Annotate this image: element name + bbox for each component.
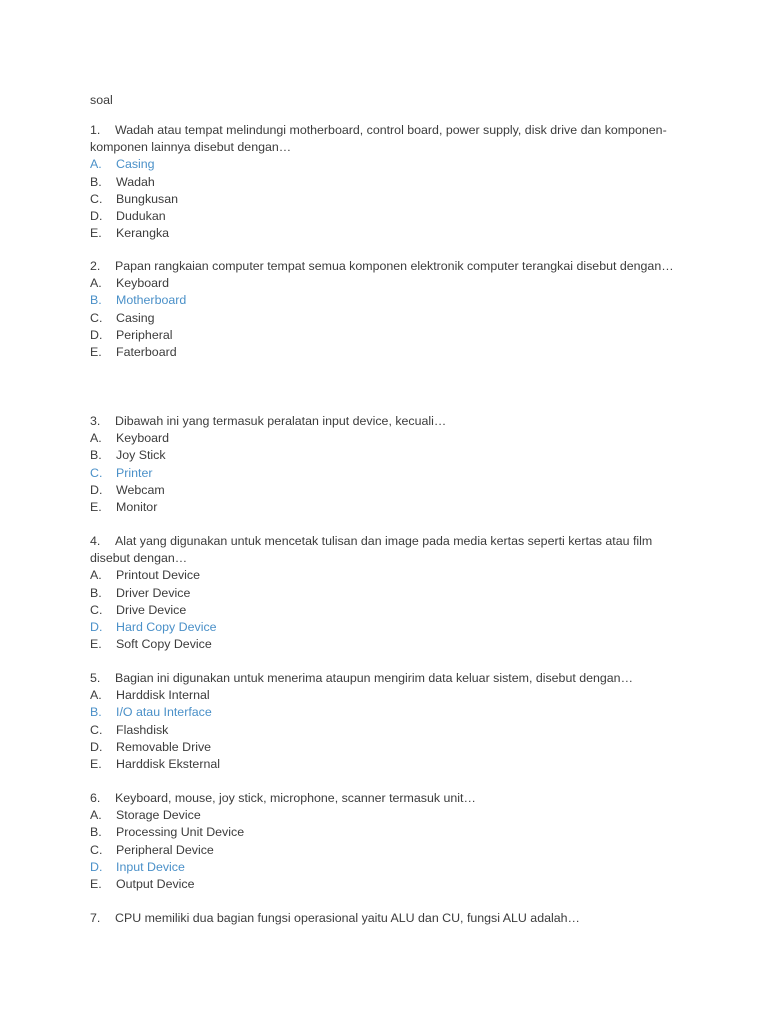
question-number: 2.: [90, 259, 101, 273]
option-text: Output Device: [116, 877, 195, 892]
option-letter: B.: [90, 705, 102, 720]
question-text: [90, 122, 680, 156]
option-a: [90, 567, 680, 584]
option-text: I/O atau Interface: [116, 705, 212, 720]
option-text: Monitor: [116, 500, 158, 515]
option-text: Joy Stick: [116, 448, 166, 463]
option-b: [90, 447, 680, 464]
question-number: 3.: [90, 414, 101, 428]
option-c: [90, 310, 680, 327]
option-a: [90, 275, 680, 292]
option-letter: A.: [90, 688, 102, 703]
option-letter: D.: [90, 209, 103, 224]
option-letter: B.: [90, 174, 102, 189]
option-letter: C.: [90, 842, 103, 857]
option-text: Printout Device: [116, 568, 201, 583]
question-6: [90, 790, 680, 893]
question-number: 6.: [90, 791, 101, 805]
question-text: [90, 790, 680, 807]
option-b: [90, 292, 680, 309]
question-3: [90, 413, 680, 516]
question-number: 7.: [90, 911, 101, 925]
option-d: [90, 739, 680, 756]
option-d: [90, 208, 680, 225]
question-body: CPU memiliki dua bagian fungsi operasional yaitu ALU dan CU, fungsi ALU adalah…: [115, 911, 580, 925]
option-letter: E.: [90, 877, 102, 892]
option-b: [90, 174, 680, 191]
option-c: [90, 465, 680, 482]
question-body: Wadah atau tempat melindungi motherboard, control board, power supply, disk drive dan komponen-komponen lainnya disebut dengan…: [90, 123, 667, 155]
option-b: [90, 704, 680, 721]
question-4: [90, 533, 680, 653]
option-e: [90, 876, 680, 893]
option-e: [90, 344, 680, 361]
option-text: Motherboard: [116, 293, 187, 308]
document-title: soal: [90, 93, 113, 107]
option-letter: C.: [90, 310, 103, 325]
option-d: [90, 327, 680, 344]
option-text: Peripheral: [116, 327, 173, 342]
option-e: [90, 499, 680, 516]
option-letter: D.: [90, 739, 103, 754]
option-letter: D.: [90, 327, 103, 342]
option-c: [90, 602, 680, 619]
option-letter: A.: [90, 276, 102, 291]
question-text: [90, 258, 680, 275]
option-a: [90, 156, 680, 173]
question-7: [90, 910, 680, 927]
option-d: [90, 619, 680, 636]
option-letter: E.: [90, 500, 102, 515]
option-b: [90, 585, 680, 602]
option-text: Wadah: [116, 174, 155, 189]
question-number: 5.: [90, 671, 101, 685]
question-body: Dibawah ini yang termasuk peralatan input device, kecuali…: [115, 414, 447, 428]
option-text: Storage Device: [116, 808, 201, 823]
question-text: [90, 533, 680, 567]
option-text: Keyboard: [116, 431, 170, 446]
option-text: Flashdisk: [116, 722, 169, 737]
option-letter: D.: [90, 620, 103, 635]
option-c: [90, 191, 680, 208]
option-e: [90, 636, 680, 653]
option-letter: D.: [90, 859, 103, 874]
option-text: Webcam: [116, 482, 165, 497]
option-a: [90, 430, 680, 447]
option-text: Dudukan: [116, 209, 166, 224]
question-1: [90, 122, 680, 242]
option-text: Bungkusan: [116, 191, 179, 206]
option-letter: C.: [90, 602, 103, 617]
option-letter: A.: [90, 157, 102, 172]
option-letter: B.: [90, 448, 102, 463]
option-a: [90, 687, 680, 704]
option-c: [90, 842, 680, 859]
option-text: Driver Device: [116, 585, 191, 600]
question-number: 1.: [90, 123, 101, 137]
option-text: Keyboard: [116, 276, 170, 291]
option-letter: E.: [90, 226, 102, 241]
option-text: Drive Device: [116, 602, 187, 617]
option-text: Soft Copy Device: [116, 637, 212, 652]
question-text: [90, 910, 680, 927]
option-text: Printer: [116, 465, 153, 480]
option-text: Casing: [116, 157, 155, 172]
option-letter: D.: [90, 482, 103, 497]
option-text: Harddisk Eksternal: [116, 757, 220, 772]
option-text: Kerangka: [116, 226, 170, 241]
option-c: [90, 722, 680, 739]
option-letter: C.: [90, 191, 103, 206]
option-letter: A.: [90, 568, 102, 583]
option-e: [90, 756, 680, 773]
question-text: [90, 670, 680, 687]
option-letter: C.: [90, 722, 103, 737]
option-text: Peripheral Device: [116, 842, 214, 857]
option-a: [90, 807, 680, 824]
question-5: [90, 670, 680, 773]
option-e: [90, 225, 680, 242]
option-text: Removable Drive: [116, 739, 212, 754]
option-letter: B.: [90, 585, 102, 600]
question-body: Papan rangkaian computer tempat semua komponen elektronik computer terangkai disebut dengan…: [115, 259, 674, 273]
option-text: Processing Unit Device: [116, 825, 245, 840]
question-body: Bagian ini digunakan untuk menerima ataupun mengirim data keluar sistem, disebut dengan…: [115, 671, 633, 685]
question-body: Keyboard, mouse, joy stick, microphone, scanner termasuk unit…: [115, 791, 476, 805]
option-text: Input Device: [116, 859, 185, 874]
question-2: [90, 258, 680, 361]
question-body: Alat yang digunakan untuk mencetak tulisan dan image pada media kertas seperti kertas atau film disebut dengan…: [90, 534, 653, 566]
option-text: Faterboard: [116, 345, 177, 360]
question-number: 4.: [90, 534, 101, 548]
option-text: Casing: [116, 310, 155, 325]
option-d: [90, 859, 680, 876]
option-d: [90, 482, 680, 499]
option-letter: A.: [90, 431, 102, 446]
option-letter: E.: [90, 345, 102, 360]
question-text: [90, 413, 680, 430]
option-letter: B.: [90, 293, 102, 308]
option-letter: B.: [90, 825, 102, 840]
option-text: Harddisk Internal: [116, 688, 210, 703]
option-letter: A.: [90, 808, 102, 823]
option-text: Hard Copy Device: [116, 620, 217, 635]
option-letter: C.: [90, 465, 103, 480]
option-letter: E.: [90, 757, 102, 772]
option-b: [90, 824, 680, 841]
option-letter: E.: [90, 637, 102, 652]
